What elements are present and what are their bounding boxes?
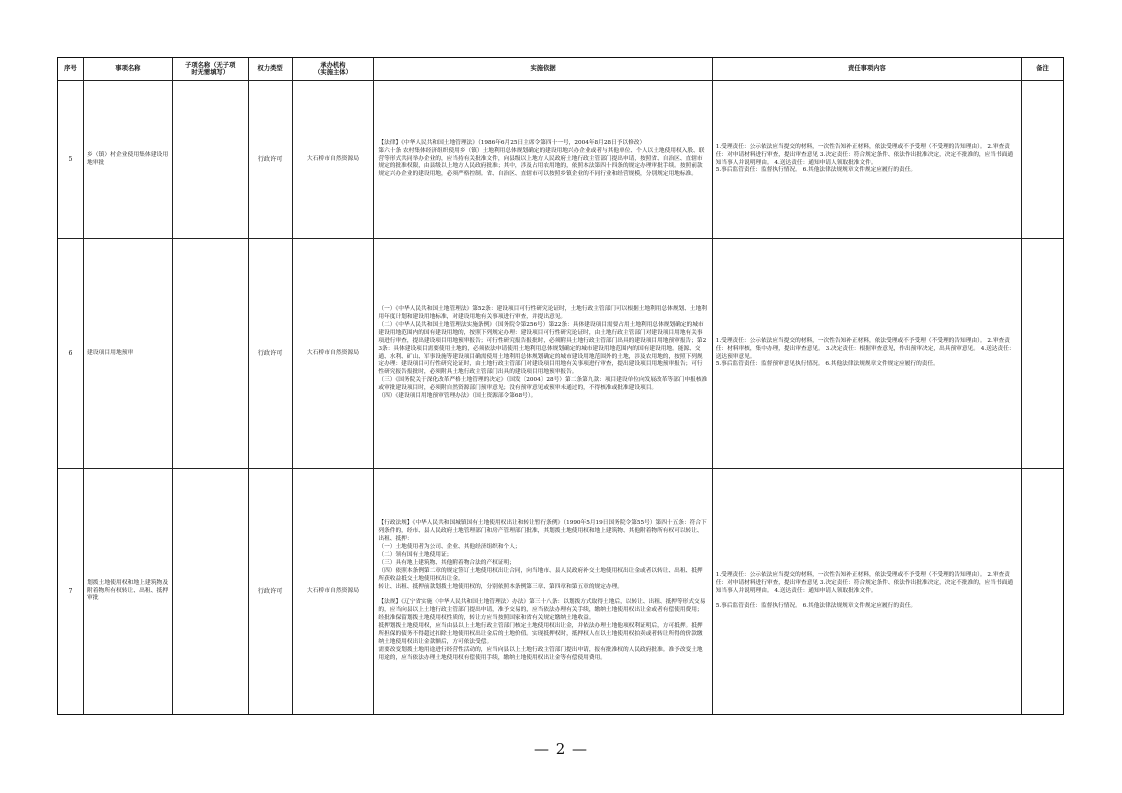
table-row xyxy=(58,81,1063,239)
agency: 大石桥市自然资源局 xyxy=(293,239,375,468)
power-list-table xyxy=(57,57,1064,715)
header-duty-content: 责任事项内容 xyxy=(713,58,1022,80)
row-number: 6 xyxy=(58,239,84,468)
header-no: 序号 xyxy=(58,58,84,80)
header-power-type: 权力类型 xyxy=(249,58,293,80)
power-type: 行政许可 xyxy=(249,469,293,714)
power-type: 行政许可 xyxy=(249,239,293,468)
legal-basis: （一）《中华人民共和国土地管理法》第52条：建设项目可行性研究论证时，土地行政主管部门可以根据土地利用总体规划、土地利用年度计划和建设用地标准，对建设用地有关事项进行审查，并提出意见。 （二）《中华人民共和国土地管理法实施条例》（国务院令第256号）第22条：具体建设项目需要占用土地利用总体规划确定的城市建设用地范围内的国有建设用地的，按照下列规定办理：建设项目可行性研究论证时，由土地行政主管部门对建设项目用地有关事项进行审查，提出建设项目用地预审报告；可行性研究报告报批时，必须附具土地行政主管部门出具的建设项目用地预审报告；第23条：具体建设项目需要使用土地的，必须依法申请使用土地利用总体规划确定的城市建设用地范围内的国有建设用地。能源、交通、水利、矿山、军事设施等建设项目确需使用土地利用总体规划确定的城市建设用地范围外的土地，涉及农用地的，按照下列规定办理：建设项目可行性研究论证时，由土地行政主管部门对建设项目用地有关事项进行审查，提出建设项目用地预审报告；可行性研究报告报批时，必须附具土地行政主管部门出具的建设项目用地预审报告。 （三）《国务院关于深化改革严格土地管理的决定》（国发〔2004〕28号）第二条第九款：项目建设单位向发展改革等部门申报核准或审批建设项目时，必须附自然资源部门预审意见；没有预审意见或预审未通过的，不得核准或批准建设项目。 （四）《建设项目用地预审管理办法》（国土资源部令第68号）。 xyxy=(374,239,712,468)
header-agency: 承办机构 （实施主体） xyxy=(293,58,375,80)
header-item-name: 事项名称 xyxy=(84,58,173,80)
header-remarks: 备注 xyxy=(1036,65,1049,73)
power-type: 行政许可 xyxy=(249,81,293,238)
item-name: 划拨土地使用权和地上建筑物及附着物所有权转让、出租、抵押审批 xyxy=(84,469,173,714)
page-number: — 2 — xyxy=(533,740,589,758)
sub-item-name xyxy=(173,469,249,714)
agency: 大石桥市自然资源局 xyxy=(293,81,375,238)
header-legal-basis: 实施依据 xyxy=(374,58,712,80)
duty-content: 1.受理责任：公示依法应当提交的材料，一次性告知补正材料，依法受理或不予受理（不受理的告知理由）。 2.审查责任：对申请材料进行审查，提出审查意见 3.决定责任：符合规定条件、依法作出批准决定，决定不批准的，应当书面通知当事人并说明理由。 4.送达责任：通知申请人领取批准文件。 5.事后监管责任：监督执行情况。 6.其他法律法规规章文件规定应履行的责任。 xyxy=(713,81,1022,238)
table-row xyxy=(58,469,1063,714)
item-name: 乡（镇）村企业使用集体建设用地审批 xyxy=(84,81,173,238)
legal-basis: 【法律】《中华人民共和国土地管理法》（1986年6月25日主席令第四十一号，2004年8月28日予以修改） 第六十条 农村集体经济组织使用乡（镇）土地利用总体规划确定的建设用地兴办企业或者与其他单位、个人以土地使用权入股、联营等形式共同举办企业的，应当持有关批准文件，向县级以上地方人民政府土地行政主管部门提出申请，按照省、自治区、直辖市规定的批准权限，由县级以上地方人民政府批准；其中，涉及占用农用地的，依照本法第四十四条的规定办理审批手续。按照前款规定兴办企业的建设用地，必须严格控制。省、自治区、直辖市可以按照乡镇企业的不同行业和经营规模，分别规定用地标准。 xyxy=(374,81,712,238)
sub-item-name xyxy=(173,81,249,238)
duty-content: 1.受理责任：公示依法应当提交的材料，一次性告知补正材料，依法受理或不予受理（不受理的告知理由）。 2.审查责任：对申请材料进行审查，提出审查意见 3.决定责任：符合规定条件、依法作出批准决定，决定不批准的，应当书面通知当事人并说明理由。 4.送达责任：通知申请人领取批准文件。 5.事后监管责任：监督执行情况。 6.其他法律法规规章文件规定应履行的责任。 xyxy=(713,469,1022,714)
table-header-row xyxy=(58,58,1063,81)
remarks xyxy=(1022,239,1063,468)
remarks xyxy=(1022,469,1063,714)
duty-content: 1.受理责任：公示依法应当提交的材料，一次性告知补正材料，依法受理或不予受理（不受理的告知理由）。 2.审查责任：材料审核，集中办理，提出审查意见。 3.决定责任：根据审查意见，作出预审决定，出具预审意见。 4.送达责任：送达预审意见。 5.事后监管责任：监督预审意见执行情况。 6.其他法律法规规章文件规定应履行的责任。 xyxy=(713,239,1022,468)
sub-item-name xyxy=(173,239,249,468)
legal-basis: 【行政法规】《中华人民共和国城镇国有土地使用权出让和转让暂行条例》（1990年5月19日国务院令第55号）第四十五条：符合下列条件的，经市、县人民政府土地管理部门和房产管理部门批准，其划拨土地使用权和地上建筑物、其他附着物所有权可以转让、出租、抵押： （一）土地使用者为公司、企业、其他经济组织和个人； （二）领有国有土地使用证； （三）具有地上建筑物、其他附着物合法的产权证明； （四）依照本条例第二章的规定签订土地使用权出让合同，向当地市、县人民政府补交土地使用权出让金或者以转让、出租、抵押所获收益抵交土地使用权出让金。 转让、出租、抵押前款划拨土地使用权的，分别依照本条例第三章、第四章和第五章的规定办理。 【法规】《辽宁省实施〈中华人民共和国土地管理法〉办法》第三十八条：以划拨方式取得土地后，以转让、出租、抵押等形式交易的，应当向县以上土地行政主管部门提出申请，准予交易的，应当依法办理有关手续，缴纳土地使用权出让金或者有偿使用费用；经批准保留划拨土地使用权性质的，转让方应当按照国家和省有关规定缴纳土地收益。 抵押划拨土地使用权，应当由县以上土地行政主管部门核定土地使用权出让金，并依法办理土地他项权利证明后，方可抵押。抵押所担保的债务不得超过扣除土地使用权出让金后的土地价值。实现抵押权时，抵押权人在以土地使用权拍卖或者转让所得的价款缴纳土地使用权出让金款额后，方可依法受偿。 需要改变划拨土地用途进行经营性活动的，应当向县以上土地行政主管部门提出申请，报有批准权的人民政府批准。准予改变土地用途的，应当依法办理土地使用权有偿使用手续，缴纳土地使用权出让金等有偿使用费用。 xyxy=(374,469,712,714)
row-number: 7 xyxy=(58,469,84,714)
row-number: 5 xyxy=(58,81,84,238)
item-name: 建设项目用地预审 xyxy=(84,239,173,468)
table-row xyxy=(58,239,1063,469)
remarks xyxy=(1022,81,1063,238)
agency: 大石桥市自然资源局 xyxy=(293,469,375,714)
header-sub-item: 子项名称（无子项 时无需填写） xyxy=(173,58,249,80)
